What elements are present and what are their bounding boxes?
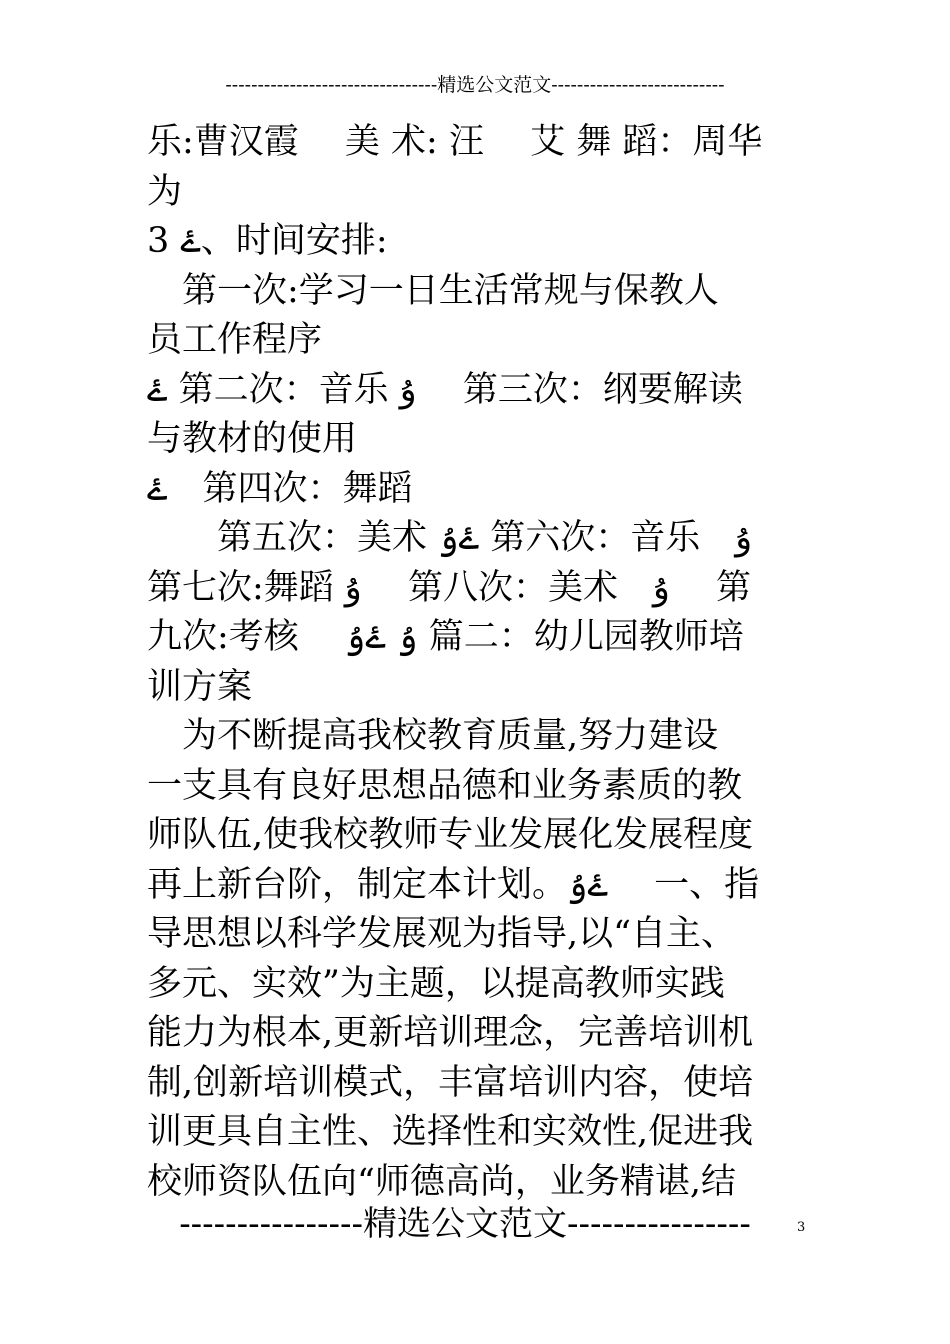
- page-header: ---------------------------------精选公文范文---------------------------: [225, 74, 725, 96]
- text-line: 再上新台阶，制定本计划。ۓۇ 一、指: [147, 864, 760, 905]
- page-number: 3: [797, 1220, 806, 1235]
- text-line: 能力为根本,更新培训理念，完善培训机: [147, 1013, 754, 1053]
- text-line: 师队伍,使我校教师专业发展化发展程度: [147, 815, 754, 855]
- text-line: 校师资队伍向“师德高尚，业务精谌,结: [147, 1161, 737, 1202]
- document-body: [147, 118, 812, 1207]
- text-line: 与教材的使用: [147, 419, 358, 459]
- text-line: 为: [147, 171, 183, 212]
- text-line: 训方案: [147, 666, 253, 707]
- text-line: 多元、实效”为主题，以提高教师实践: [147, 963, 725, 1004]
- page-footer: ----------------精选公文范文----------------: [179, 1204, 751, 1244]
- text-line: 乐:曹汉霞 美 术: 汪 艾 舞 蹈：周华: [147, 122, 763, 162]
- text-line: 制,创新培训模式，丰富培训内容，使培: [147, 1062, 754, 1103]
- text-line: 第一次:学习一日生活常规与保教人: [147, 270, 719, 311]
- text-line: 九次:考核 ۇ ۓۇ 篇二：幼儿园教师培: [147, 617, 744, 657]
- text-line: 员工作程序: [147, 320, 323, 360]
- text-line: 训更具自主性、选择性和实效性,促进我: [147, 1112, 754, 1152]
- text-line: 第五次：美术 ۓۇ 第六次：音乐 ۇ: [147, 518, 753, 558]
- text-line: ۓ 第二次：音乐 ۇ 第三次：纲要解读: [147, 369, 743, 410]
- text-line: ۓ 第四次：舞蹈: [147, 468, 413, 509]
- text-line: 3 ۓ、时间安排:: [147, 221, 388, 261]
- text-line: 导思想以科学发展观为指导,以“自主、: [147, 914, 737, 954]
- text-line: 第七次:舞蹈 ۇ 第八次：美术 ۇ 第: [147, 567, 752, 608]
- text-line: 为不断提高我校教育质量,努力建设: [147, 716, 719, 756]
- text-line: 一支具有良好思想品德和业务素质的教: [147, 765, 743, 806]
